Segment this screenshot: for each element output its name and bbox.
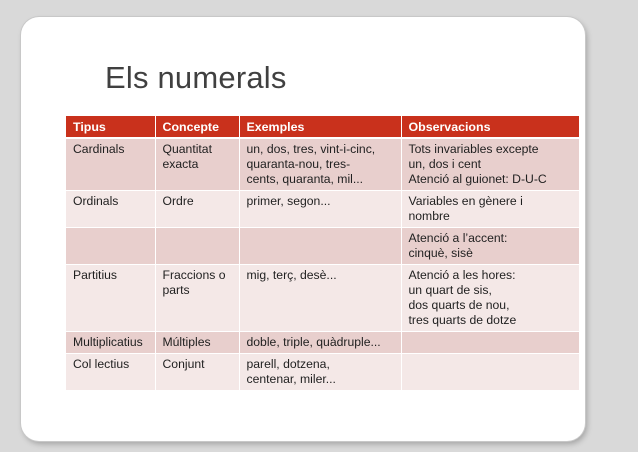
table-row bbox=[66, 191, 579, 228]
cell-text: Fraccions o bbox=[162, 268, 226, 282]
cell-text: Atenció al guionet: D-U-C bbox=[408, 172, 547, 186]
cell-concepte bbox=[155, 354, 239, 391]
cell-tipus bbox=[66, 138, 155, 191]
cell-exemples bbox=[239, 228, 401, 265]
cell-text: Multiplicatius bbox=[73, 335, 143, 349]
cell-text: tres quarts de dotze bbox=[408, 313, 517, 327]
cell-text: doble, triple, quàdruple... bbox=[246, 335, 381, 349]
table-row bbox=[66, 228, 579, 265]
cell-exemples bbox=[239, 354, 401, 391]
numerals-table-wrapper bbox=[66, 116, 579, 391]
cell-text: Múltiples bbox=[162, 335, 211, 349]
cell-exemples bbox=[239, 191, 401, 228]
slide-title: Els numerals bbox=[105, 60, 287, 95]
cell-exemples bbox=[239, 138, 401, 191]
table-row bbox=[66, 332, 579, 354]
cell-text: Ordinals bbox=[73, 194, 119, 208]
cell-text: Quantitat bbox=[162, 142, 212, 156]
cell-text: Atenció a les hores: bbox=[408, 268, 516, 282]
cell-text: cinquè, sisè bbox=[408, 246, 473, 260]
table-header-row bbox=[66, 116, 579, 138]
header-tipus: Tipus bbox=[66, 116, 155, 138]
cell-observacions bbox=[401, 228, 579, 265]
cell-observacions bbox=[401, 332, 579, 354]
cell-text: un, dos, tres, vint-i-cinc, bbox=[246, 142, 376, 156]
cell-concepte bbox=[155, 138, 239, 191]
cell-tipus bbox=[66, 191, 155, 228]
cell-text: Ordre bbox=[162, 194, 194, 208]
cell-concepte bbox=[155, 265, 239, 332]
cell-observacions bbox=[401, 265, 579, 332]
cell-tipus bbox=[66, 228, 155, 265]
cell-text: Atenció a l’accent: bbox=[408, 231, 508, 245]
cell-text: dos quarts de nou, bbox=[408, 298, 510, 312]
table-row bbox=[66, 265, 579, 332]
cell-exemples bbox=[239, 332, 401, 354]
cell-text: Tots invariables excepte bbox=[408, 142, 539, 156]
cell-text: Conjunt bbox=[162, 357, 205, 371]
cell-tipus bbox=[66, 354, 155, 391]
cell-text: parell, dotzena, bbox=[246, 357, 330, 371]
cell-text: nombre bbox=[408, 209, 450, 223]
cell-observacions bbox=[401, 138, 579, 191]
header-concepte: Concepte bbox=[155, 116, 239, 138]
cell-text: Cardinals bbox=[73, 142, 125, 156]
header-exemples: Exemples bbox=[239, 116, 401, 138]
slide bbox=[21, 17, 585, 441]
cell-text: primer, segon... bbox=[246, 194, 331, 208]
cell-tipus bbox=[66, 332, 155, 354]
cell-exemples bbox=[239, 265, 401, 332]
table-row bbox=[66, 138, 579, 191]
cell-tipus bbox=[66, 265, 155, 332]
cell-text: un quart de sis, bbox=[408, 283, 492, 297]
table-row bbox=[66, 354, 579, 391]
cell-concepte bbox=[155, 332, 239, 354]
cell-concepte bbox=[155, 191, 239, 228]
cell-text: mig, terç, desè... bbox=[246, 268, 337, 282]
cell-text: Variables en gènere i bbox=[408, 194, 523, 208]
cell-text: un, dos i cent bbox=[408, 157, 481, 171]
cell-text: cents, quaranta, mil... bbox=[246, 172, 364, 186]
cell-text: Col lectius bbox=[73, 357, 130, 371]
cell-text: exacta bbox=[162, 157, 199, 171]
cell-concepte bbox=[155, 228, 239, 265]
cell-text: parts bbox=[162, 283, 190, 297]
numerals-table bbox=[66, 116, 579, 391]
cell-text: quaranta-nou, tres- bbox=[246, 157, 351, 171]
table-body bbox=[66, 138, 579, 391]
header-observacions: Observacions bbox=[401, 116, 579, 138]
cell-observacions bbox=[401, 354, 579, 391]
cell-text: centenar, miler... bbox=[246, 372, 336, 386]
cell-text: Partitius bbox=[73, 268, 118, 282]
cell-observacions bbox=[401, 191, 579, 228]
